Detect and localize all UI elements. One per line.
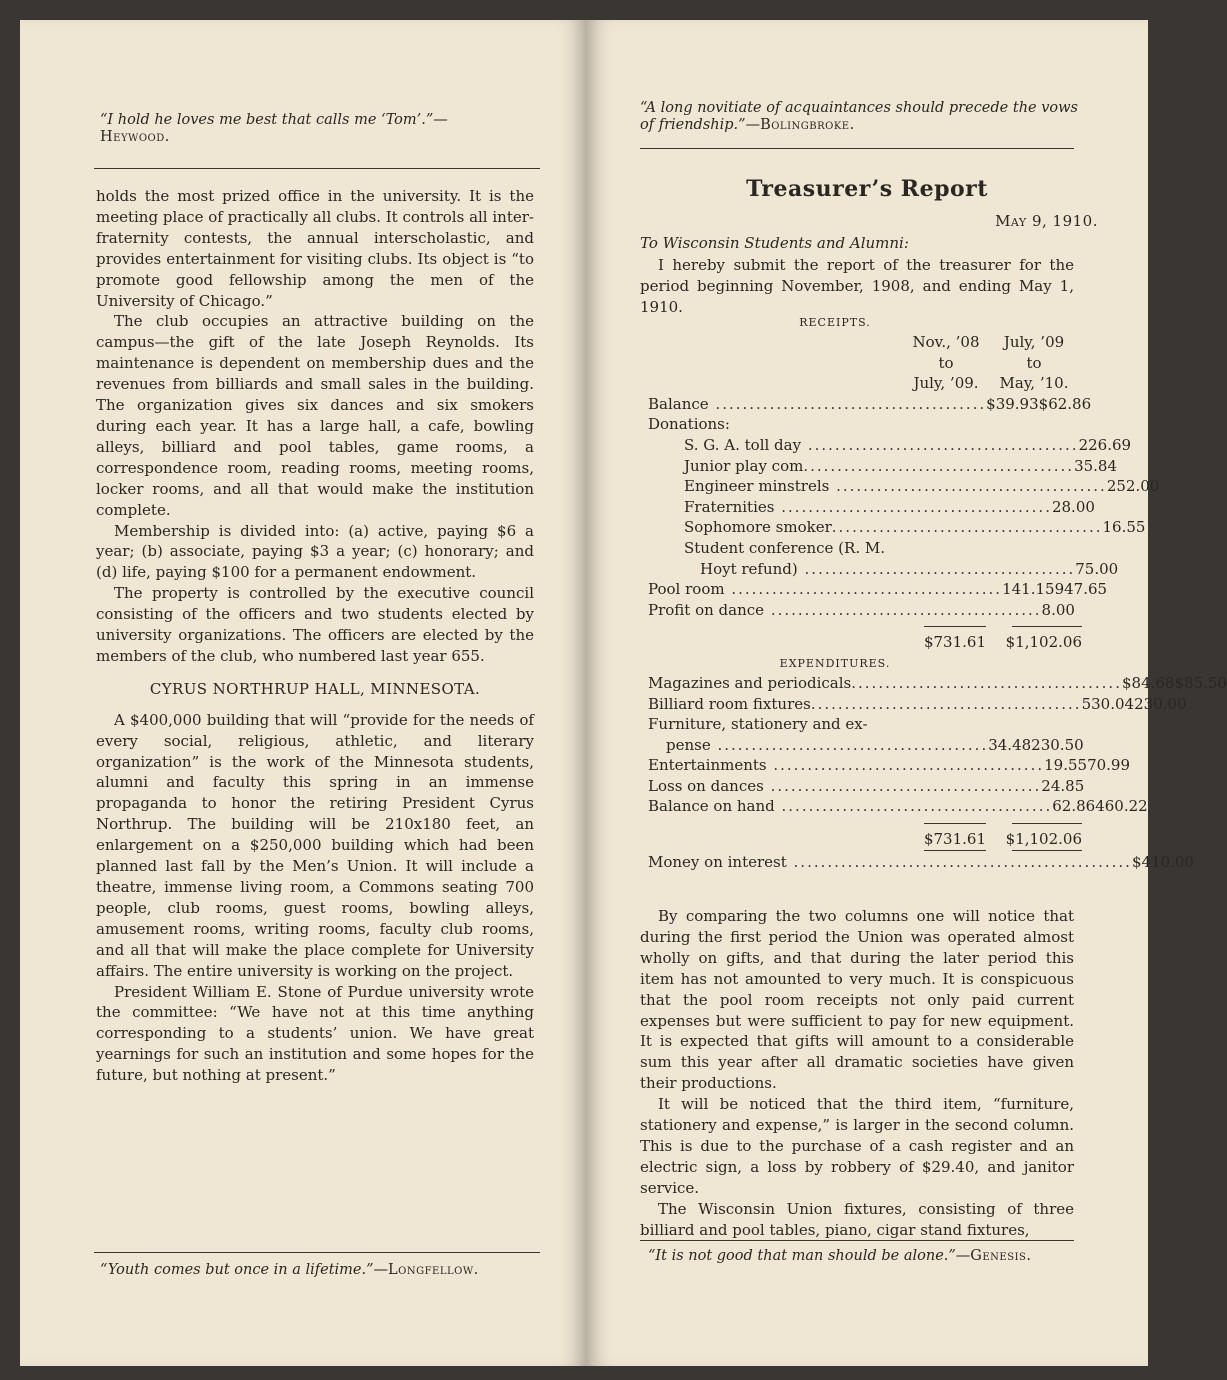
left-paragraph-6: President William E. Stone of Purdue university wrote the committee: “We have not at this time anything corresponding to a students’ union. We have great yearnings for such an institution and some hopes for the future, but nothing at present.” (96, 982, 534, 1085)
report-title: Treasurer’s Report (746, 176, 988, 202)
expenditures-total-1: $731.61 (923, 830, 986, 849)
receipt-row: Sophomore smoker ........................................ 16.55 (684, 518, 1146, 537)
financial-table (648, 314, 1227, 872)
row-value-2: 75.00 (1075, 559, 1119, 578)
col1-head-1: Nov., ’08 (912, 333, 980, 351)
row-value-1: 19.55 (1044, 756, 1088, 775)
col1-head-2: to (938, 353, 954, 372)
col2-head-2: to (1026, 353, 1042, 372)
right-top-quote-author: Bolingbroke. (760, 117, 855, 133)
row-label: Hoyt refund) (700, 559, 798, 578)
column-head-row-2 (648, 353, 1082, 374)
expenditures-total-row (648, 829, 1082, 850)
row-value-2: 460.22 (1095, 797, 1148, 816)
row-label: Balance (648, 394, 709, 413)
row-label: Engineer minstrels (684, 477, 830, 496)
expenditure-row: Magazines and periodicals ........................................ $84.68 $85.50 (648, 673, 1227, 692)
left-body-text (96, 186, 534, 1086)
row-value-1: 8.00 (1041, 600, 1075, 619)
row-label: S. G. A. toll day (684, 435, 802, 454)
left-paragraph-5: A $400,000 building that will “provide for the needs of every social, religious, athletic, and literary organization” is the work of the Minnesota students, alumni and faculty this spring in an immense propaganda to honor the retiring President Cyrus Northrup. The building will be 210x180 feet, an enlargement on a $250,000 building which had been planned last fall by the Men’s Union. It will include a theatre, immense living room, a Commons seating 700 people, club rooms, guest rooms, bowling alleys, amusement rooms, writing rooms, faculty club rooms, and all that will make the place complete for University affairs. The entire university is working on the project. (96, 710, 534, 980)
expenditure-row: Balance on hand ........................................ 62.86 460.22 (648, 797, 1148, 816)
salutation: To Wisconsin Students and Alumni: (640, 234, 909, 252)
money-on-interest-value: $410.00 (1131, 852, 1194, 871)
left-top-quote-text: “I hold he loves me best that calls me ‘Tom’.”— (100, 112, 448, 128)
row-label: Pool room (648, 580, 725, 599)
row-label: Billiard room fixtures (648, 694, 811, 713)
row-label: Student conference (R. M. (684, 538, 885, 557)
column-head-row-3 (648, 373, 1082, 394)
col1-head-3: July, ’09. (913, 374, 979, 393)
right-bottom-quote (648, 1248, 1074, 1265)
right-top-quote (640, 100, 1080, 134)
expenditures-heading: EXPENDITURES. (779, 656, 891, 670)
intro-text (640, 255, 1074, 318)
left-page (20, 20, 586, 1366)
row-value-1: 141.15 (1002, 580, 1055, 599)
row-label: Profit on dance (648, 600, 765, 619)
left-bottom-rule (94, 1252, 540, 1253)
row-label: Money on interest (648, 852, 787, 871)
money-on-interest-row: Money on interest .................................................. $410.00 (648, 852, 1194, 871)
row-label: Donations: (648, 415, 730, 434)
left-bottom-quote-author: Longfellow. (388, 1262, 479, 1278)
expenditure-row: Entertainments ........................................ 19.55 70.99 (648, 756, 1131, 775)
expenditure-row: Billiard room fixtures ........................................ 530.04 230.00 (648, 694, 1187, 713)
column-head-row-1 (648, 332, 1082, 353)
left-bottom-quote-text: “Youth comes but once in a lifetime.”— (100, 1262, 389, 1278)
row-label: Junior play com (684, 456, 804, 475)
receipts-total-1: $731.61 (923, 633, 986, 652)
receipt-row (648, 538, 1082, 559)
row-label: Loss on dances (648, 776, 764, 795)
right-paragraph-1: By comparing the two columns one will notice that during the first period the Union was operated almost wholly on gifts, and that during the later period this item has not amounted to very much. It is conspicuous that the pool room receipts not only paid current expenses but were sufficient to pay for new equipment. It is expected that gifts will amount to a considerable sum this year after all dramatic societies have given their productions. (640, 907, 1074, 1093)
row-label: Sophomore smoker (684, 518, 832, 537)
receipt-row: S. G. A. toll day ........................................ 226.69 (684, 435, 1132, 454)
row-value-1: $84.68 (1121, 673, 1175, 692)
row-value-1: 34.48 (988, 735, 1032, 754)
left-bottom-quote (100, 1262, 540, 1279)
row-value-1: 226.69 (1078, 435, 1132, 454)
expenditures-total-2: $1,102.06 (1005, 830, 1082, 849)
intro-paragraph: I hereby submit the report of the treasurer for the period beginning November, 1908, and ending May 1, 1910. (640, 256, 1074, 316)
row-value-2: 24.85 (1041, 776, 1085, 795)
receipt-row: Pool room ........................................ 141.15 947.65 (648, 580, 1108, 599)
receipt-row (648, 414, 1082, 435)
receipts-total-row (648, 632, 1082, 653)
expenditure-row (648, 714, 1082, 735)
col2-head-1: July, ’09 (1003, 333, 1065, 351)
row-value-2: 16.55 (1102, 518, 1146, 537)
right-top-quote-text: “A long novitiate of acquaintances should precede the vows of friendship.”— (640, 100, 1078, 133)
right-top-rule (640, 148, 1074, 149)
row-label: Balance on hand (648, 797, 775, 816)
row-value-2: 230.00 (1134, 694, 1187, 713)
row-value-1: 35.84 (1074, 456, 1118, 475)
row-label: Fraternities (684, 497, 775, 516)
receipt-row: Junior play com ........................................ 35.84 (684, 456, 1118, 475)
receipt-row: Profit on dance ........................................ 8.00 (648, 600, 1075, 619)
report-date: May 9, 1910. (995, 212, 1098, 230)
right-paragraph-2: It will be noticed that the third item, “furniture, stationery and expense,” is larger in the second column. This is due to the purchase of a cash register and an electric sign, a loss by robbery of $29.40, and janitor service. (640, 1095, 1074, 1197)
left-top-rule (94, 168, 540, 169)
section-heading: CYRUS NORTHRUP HALL, MINNESOTA. (149, 679, 481, 698)
row-value-1: 28.00 (1051, 497, 1095, 516)
row-value-1: $39.93 (986, 394, 1039, 413)
row-value-2: 230.50 (1031, 735, 1084, 754)
expenditure-row: Loss on dances ........................................ 24.85 (648, 776, 1085, 795)
right-bottom-quote-author: Genesis. (970, 1248, 1032, 1264)
row-value-1: 62.86 (1052, 797, 1096, 816)
right-bottom-rule (640, 1240, 1074, 1241)
row-label: Entertainments (648, 756, 767, 775)
row-label: Magazines and periodicals (648, 673, 852, 692)
book-spread (10, 14, 1227, 1372)
right-bottom-quote-text: “It is not good that man should be alone.”— (648, 1248, 971, 1264)
row-value-2: $62.86 (1038, 394, 1092, 413)
receipts-total-2: $1,102.06 (1005, 633, 1082, 652)
row-value-2: $85.50 (1174, 673, 1227, 692)
row-value-1: 252.00 (1106, 477, 1160, 496)
expenditure-row: pense ........................................ 34.48 230.50 (666, 735, 1084, 754)
receipts-heading: RECEIPTS. (799, 316, 871, 329)
col2-head-3: May, ’10. (999, 374, 1069, 393)
left-top-quote-author: Heywood. (100, 129, 170, 145)
right-page (586, 20, 1227, 1366)
receipt-row: Fraternities ........................................ 28.00 (684, 497, 1095, 516)
right-paragraph-3: The Wisconsin Union fixtures, consisting of three billiard and pool tables, piano, cigar stand fixtures, (640, 1199, 1074, 1239)
row-value-2: 70.99 (1087, 756, 1131, 775)
receipt-row: Balance ........................................ $39.93 $62.86 (648, 394, 1092, 413)
receipt-row: Hoyt refund) ........................................ 75.00 (700, 559, 1119, 578)
left-paragraph-2: The club occupies an attractive building on the campus—the gift of the late Joseph Reynolds. Its maintenance is dependent on membership dues and the revenues from billiards and small sales in the building. The organization gives six dances and six smokers during each year. It has a large hall, a cafe, bowling alleys, billiard and pool tables, game rooms, a correspondence room, reading rooms, meeting rooms, locker rooms, and all that would make the institution complete. (96, 312, 534, 519)
row-value-2: 947.65 (1054, 580, 1108, 599)
left-paragraph-1: holds the most prized office in the university. It is the meeting place of practically all clubs. It controls all inter-fraternity contests, the annual interscholastic, and provides entertainment for visiting clubs. Its object is “to promote good fellowship among the men of the University of Chicago.” (96, 187, 534, 310)
row-label: pense (666, 735, 711, 754)
right-body-text (640, 906, 1074, 1241)
row-label: Furniture, stationery and ex- (648, 715, 868, 734)
left-top-quote (100, 112, 540, 146)
row-value-1: 530.04 (1081, 694, 1135, 713)
receipt-row: Engineer minstrels ........................................ 252.00 (684, 477, 1160, 496)
left-paragraph-4: The property is controlled by the executive council consisting of the officers and two students elected by university organizations. The officers are elected by the members of the club, who numbered last year 655. (96, 584, 534, 665)
left-paragraph-3: Membership is divided into: (a) active, paying $6 a year; (b) associate, paying $3 a year; (c) honorary; and (d) life, paying $100 for a permanent endowment. (96, 521, 534, 582)
